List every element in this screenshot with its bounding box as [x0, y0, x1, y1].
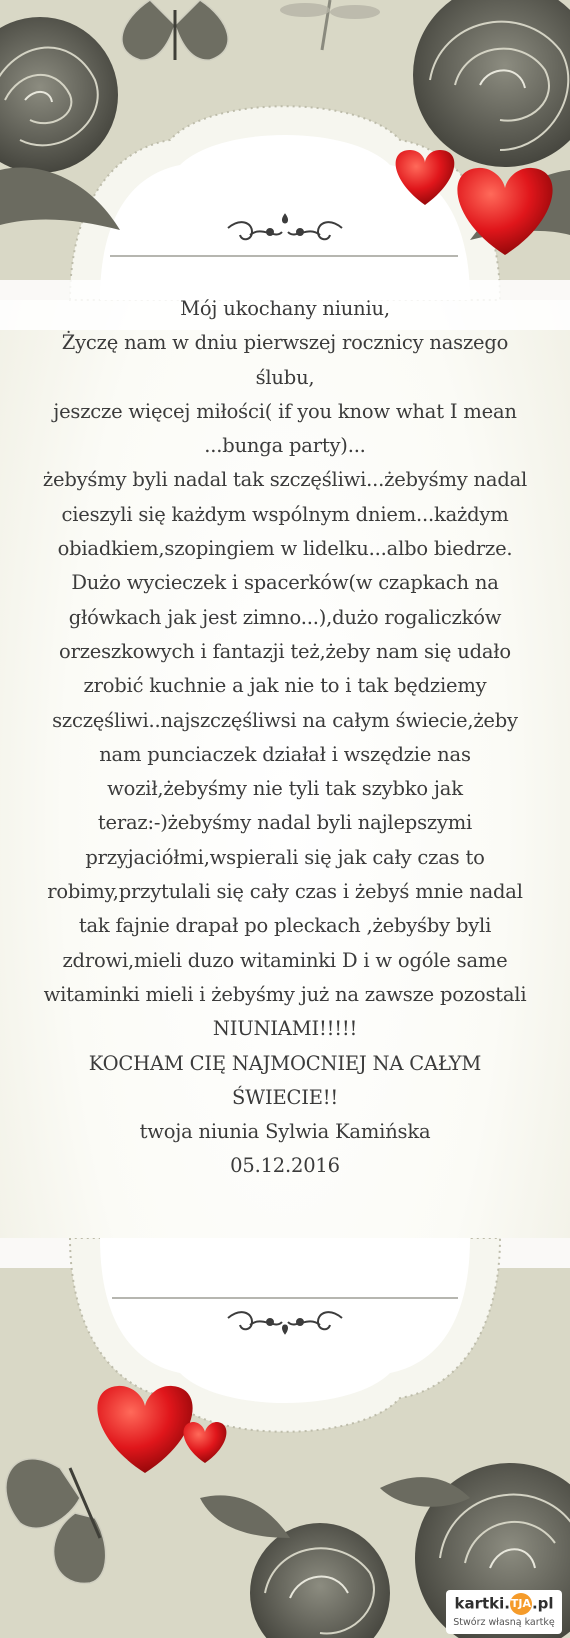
message-line: teraz:-)żebyśmy nadal byli najlepszymi — [97, 811, 473, 835]
message-line: żebyśmy byli nadal tak szczęśliwi...żebyśmy nadal — [42, 468, 528, 492]
logo-tagline: Stwórz własną kartkę — [453, 1617, 555, 1628]
logo-badge: TJA — [510, 1593, 532, 1615]
message-line: cieszyli się każdym wspólnym dniem...każdym — [61, 502, 509, 526]
message-line: orzeszkowych i fantazji też,żeby nam się udało — [59, 639, 511, 663]
message-line: jeszcze więcej miłości( if you know what I mean — [53, 399, 517, 423]
logo-wordmark — [446, 1593, 562, 1615]
site-logo[interactable] — [446, 1590, 562, 1634]
date: 05.12.2016 — [230, 1154, 340, 1178]
message-line: Mój ukochany niuniu, — [180, 297, 390, 320]
message-line: robimy,przytulali się cały czas i żebyś mnie nadal — [47, 880, 523, 904]
message-line: przyjaciółmi,wspierali się jak cały czas to — [85, 845, 485, 869]
logo-tld: .pl — [531, 1594, 554, 1613]
message-line: zdrowi,mieli duzo witaminki D i w ogóle same — [62, 948, 508, 972]
message-line: woził,żebyśmy nie tyli tak szybko jak — [107, 777, 463, 801]
message-line: witaminki mieli i żebyśmy już na zawsze pozostali — [43, 982, 527, 1006]
message-line: ...bunga party)... — [204, 434, 366, 458]
message-line: obiadkiem,szopingiem w lidelku...albo biedrze. — [57, 537, 513, 561]
message-line: Życzę nam w dniu pierwszej rocznicy naszego — [61, 331, 509, 355]
message-line: KOCHAM CIĘ NAJMOCNIEJ NA CAŁYM — [88, 1051, 482, 1075]
message-line: zrobić kuchnie a jak nie to i tak będziemy — [83, 674, 487, 698]
message-line: szczęśliwi..najszczęśliwsi na całym świecie,żeby — [52, 708, 518, 732]
message-line: ślubu, — [255, 365, 315, 389]
signature: twoja niunia Sylwia Kamińska — [139, 1120, 431, 1144]
message-line: Dużo wycieczek i spacerków(w czapkach na — [71, 571, 499, 595]
message-line: główkach jak jest zimno...),dużo rogaliczków — [68, 605, 502, 629]
top-decoration — [0, 0, 570, 330]
message-line: ŚWIECIE!! — [231, 1085, 339, 1109]
message-line: NIUNIAMI!!!!! — [212, 1017, 358, 1041]
greeting-message — [40, 292, 530, 1184]
logo-brand: kartki. — [454, 1594, 510, 1613]
message-line: tak fajnie drapał po pleckach ,żebyśby byli — [78, 914, 492, 938]
bottom-decoration — [0, 1238, 570, 1638]
message-line: nam punciaczek działał i wszędzie nas — [99, 742, 471, 766]
